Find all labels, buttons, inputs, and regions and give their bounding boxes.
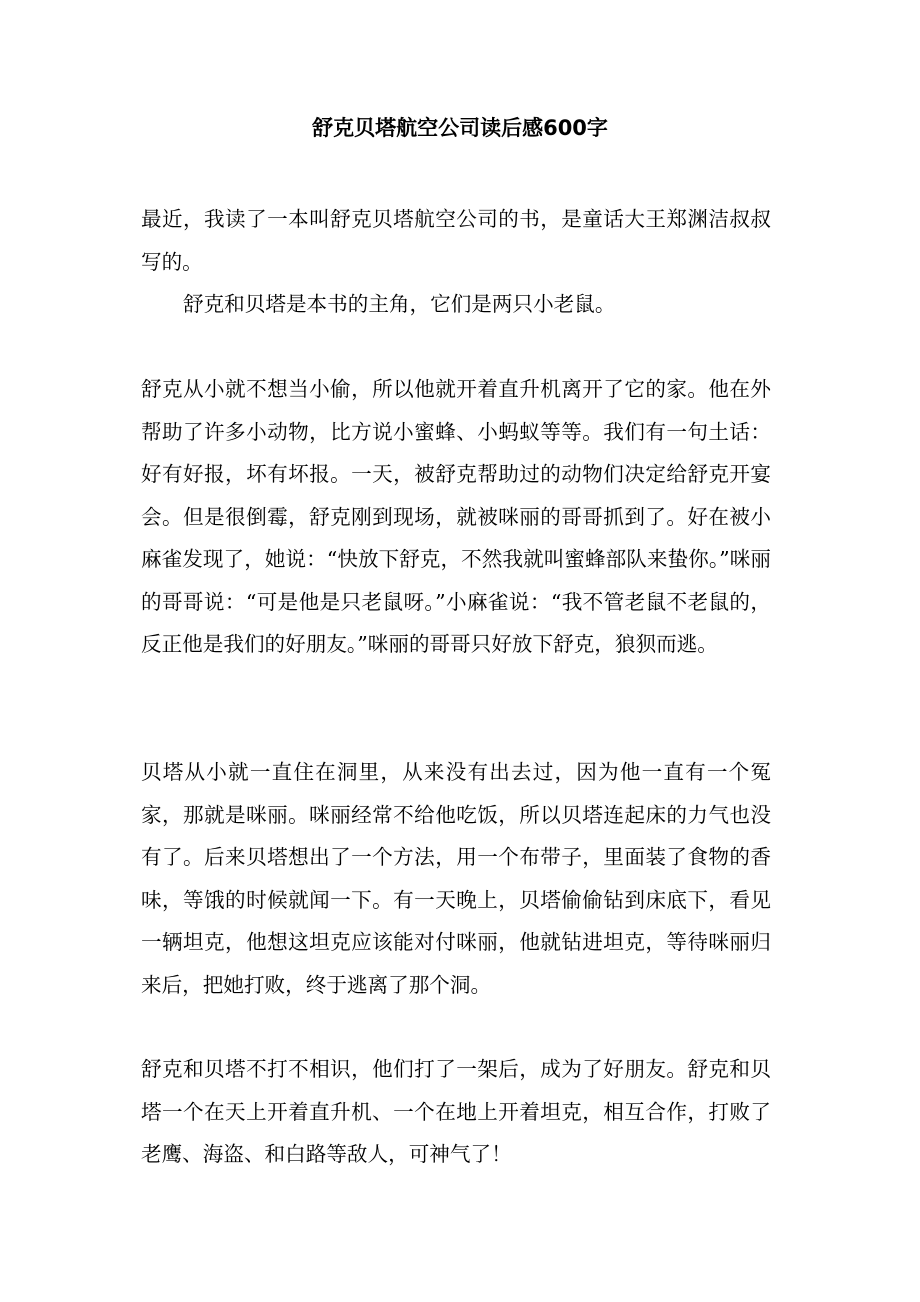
paragraph-beita-story: 贝塔从小就一直住在洞里，从来没有出去过，因为他一直有一个冤家，那就是咪丽。咪丽经常不给他吃饭，所以贝塔连起床的力气也没有了。后来贝塔想出了一个方法，用一个布带子，里面装了食物的香味，等饿的时候就闻一下。有一天晚上，贝塔偷偷钻到床底下，看见一辆坦克，他想这坦克应该能对付咪丽，他就钻进坦克，等待咪丽归来后，把她打败，终于逃离了那个洞。 (141, 760, 771, 997)
paragraph-intro: 最近，我读了一本叫舒克贝塔航空公司的书，是童话大王郑渊洁叔叔写的。 (141, 207, 771, 274)
paragraph-conclusion: 舒克和贝塔不打不相识，他们打了一架后，成为了好朋友。舒克和贝塔一个在天上开着直升机、一个在地上开着坦克，相互合作，打败了老鹰、海盗、和白路等敌人，可神气了！ (141, 1057, 771, 1166)
page-title: 舒克贝塔航空公司读后感600字 (312, 116, 608, 140)
paragraph-shuke-story: 舒克从小就不想当小偷，所以他就开着直升机离开了它的家。他在外帮助了许多小动物，比方说小蜜蜂、小蚂蚁等等。我们有一句土话：好有好报，坏有坏报。一天，被舒克帮助过的动物们决定给舒克开宴会。但是很倒霉，舒克刚到现场，就被咪丽的哥哥抓到了。好在被小麻雀发现了，她说：“快放下舒克，不然我就叫蜜蜂部队来蛰你。”咪丽的哥哥说：“可是他是只老鼠呀。”小麻雀说：“我不管老鼠不老鼠的，反正他是我们的好朋友。”咪丽的哥哥只好放下舒克，狼狈而逃。 (141, 377, 771, 656)
paragraph-main-characters: 舒克和贝塔是本书的主角，它们是两只小老鼠。 (183, 292, 616, 316)
